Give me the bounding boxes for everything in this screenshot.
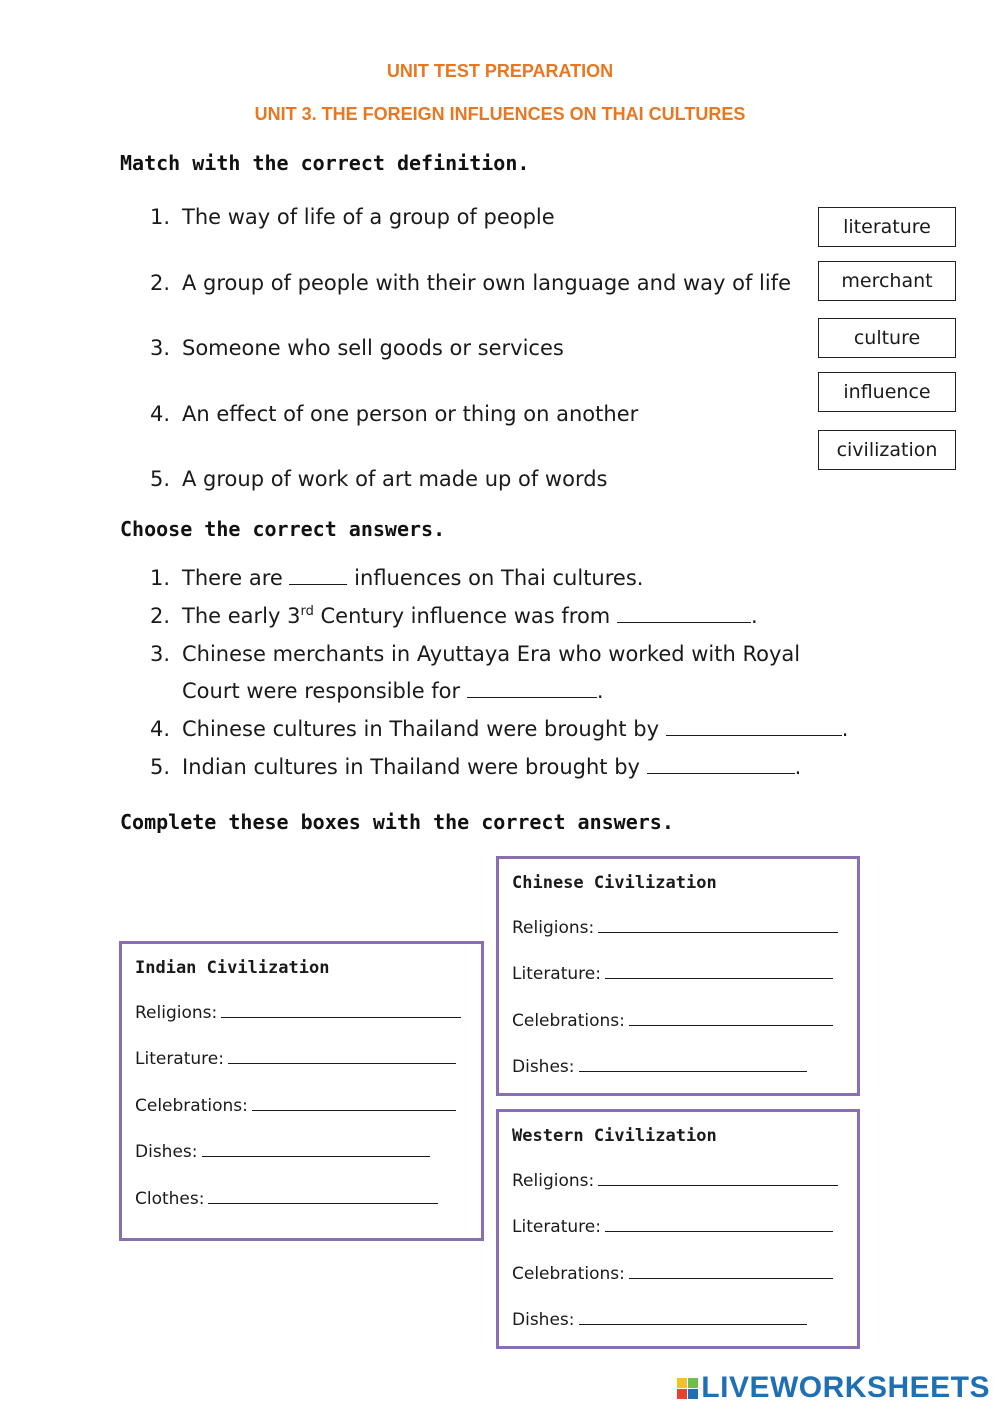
answer-line[interactable] (605, 1217, 833, 1232)
choose-question-2: 2. The early 3rd Century influence was from . (150, 604, 758, 628)
word-box-literature[interactable]: literature (818, 207, 956, 247)
box-row: Religions: (512, 1171, 838, 1191)
box-row: Dishes: (512, 1057, 807, 1077)
word-box-merchant[interactable]: merchant (818, 261, 956, 301)
box-row: Religions: (135, 1003, 461, 1023)
box-row: Literature: (135, 1049, 456, 1069)
choose-question-3: 3. Chinese merchants in Ayuttaya Era who worked with Royal (150, 642, 801, 666)
box-row: Literature: (512, 964, 833, 984)
answer-line[interactable] (598, 1171, 838, 1186)
match-item: 1. The way of life of a group of people (150, 205, 555, 229)
page-subtitle: UNIT 3. THE FOREIGN INFLUENCES ON THAI CULTURES (254, 104, 746, 124)
answer-line[interactable] (629, 1011, 833, 1026)
indian-civilization-box (119, 941, 484, 1241)
answer-line[interactable] (598, 918, 838, 933)
answer-blank[interactable] (467, 679, 597, 698)
answer-blank[interactable] (647, 755, 795, 774)
box-row: Dishes: (512, 1310, 807, 1330)
word-box-influence[interactable]: influence (818, 372, 956, 412)
box-row: Celebrations: (512, 1011, 833, 1031)
choose-heading: Choose the correct answers. (120, 517, 446, 541)
answer-line[interactable] (221, 1003, 461, 1018)
page-title: UNIT TEST PREPARATION (386, 61, 614, 81)
answer-line[interactable] (208, 1189, 438, 1204)
match-heading: Match with the correct definition. (120, 151, 530, 175)
answer-blank[interactable] (666, 717, 842, 736)
complete-heading: Complete these boxes with the correct answers. (120, 810, 674, 834)
choose-question-4: 4. Chinese cultures in Thailand were brought by . (150, 717, 849, 741)
answer-line[interactable] (579, 1310, 807, 1325)
box-title: Western Civilization (512, 1126, 717, 1146)
answer-line[interactable] (629, 1264, 833, 1279)
match-item: 3. Someone who sell goods or services (150, 336, 564, 360)
word-box-civilization[interactable]: civilization (818, 430, 956, 470)
box-title: Indian Civilization (135, 958, 330, 978)
answer-line[interactable] (202, 1142, 430, 1157)
logo-text: LIVEWORKSHEETS (701, 1371, 990, 1404)
chinese-civilization-box (496, 856, 860, 1096)
choose-question-1: 1. There are influences on Thai cultures. (150, 566, 644, 590)
liveworksheets-logo-icon (677, 1378, 698, 1399)
box-title: Chinese Civilization (512, 873, 717, 893)
western-civilization-box (496, 1109, 860, 1349)
box-row: Religions: (512, 918, 838, 938)
box-row: Clothes: (135, 1189, 438, 1209)
answer-blank[interactable] (289, 566, 347, 585)
box-row: Literature: (512, 1217, 833, 1237)
match-item: 4. An effect of one person or thing on another (150, 402, 639, 426)
box-row: Dishes: (135, 1142, 430, 1162)
match-item: 5. A group of work of art made up of words (150, 467, 608, 491)
box-row: Celebrations: (512, 1264, 833, 1284)
answer-line[interactable] (605, 964, 833, 979)
choose-question-3-cont: Court were responsible for . (182, 679, 604, 703)
liveworksheets-logo[interactable] (677, 1371, 990, 1405)
box-row: Celebrations: (135, 1096, 456, 1116)
match-item: 2. A group of people with their own language and way of life (150, 271, 791, 295)
answer-line[interactable] (579, 1057, 807, 1072)
answer-line[interactable] (228, 1049, 456, 1064)
answer-blank[interactable] (617, 604, 751, 623)
choose-question-5: 5. Indian cultures in Thailand were brought by . (150, 755, 802, 779)
word-box-culture[interactable]: culture (818, 318, 956, 358)
answer-line[interactable] (252, 1096, 456, 1111)
